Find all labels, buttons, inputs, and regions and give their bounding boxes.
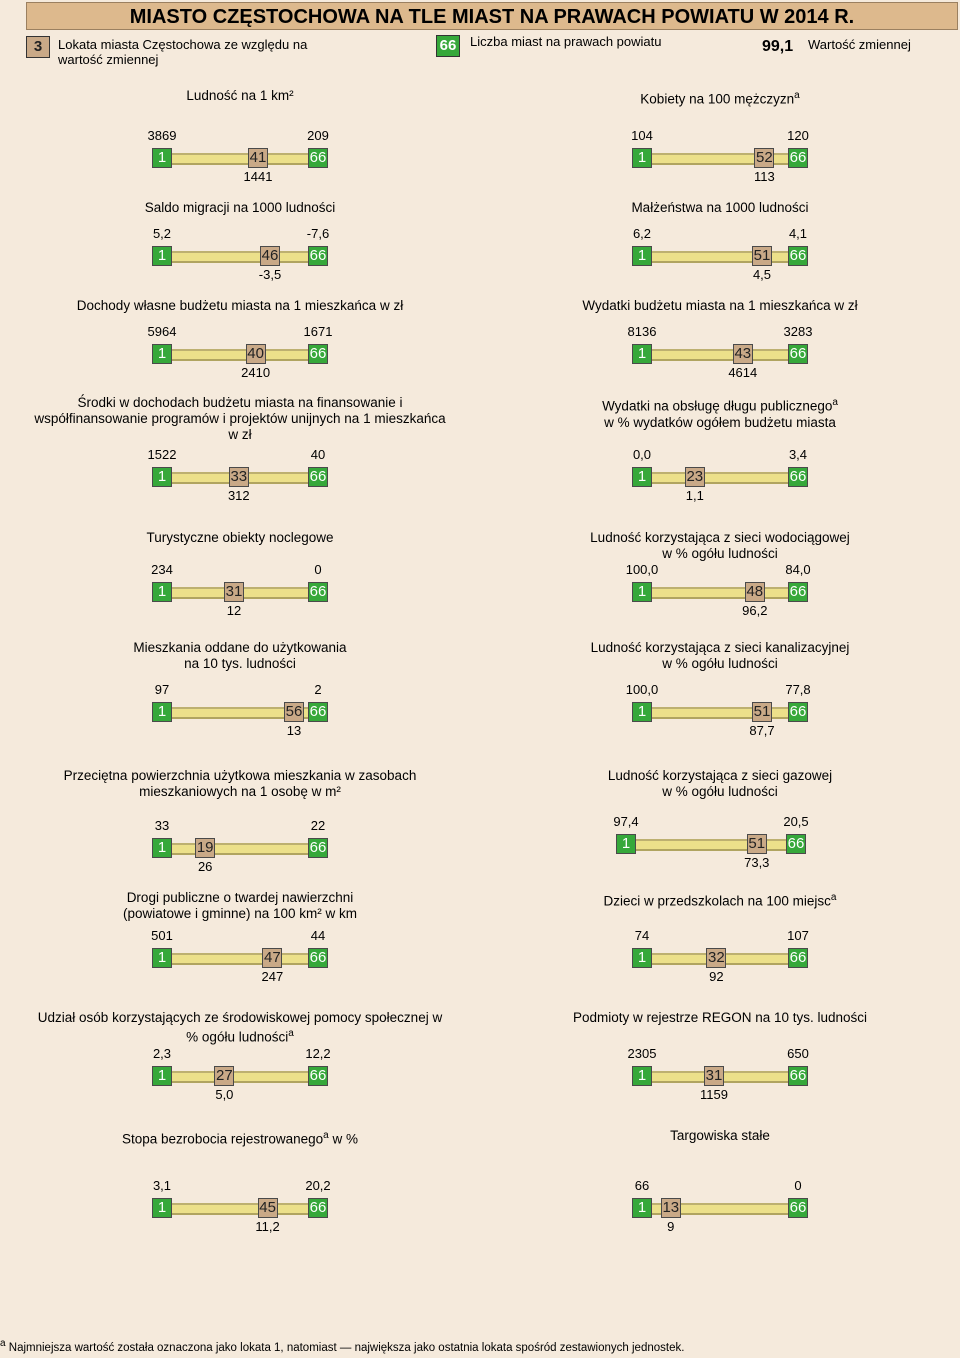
city-rank-box: 51 [748,835,766,852]
panel-title [0,1010,480,1046]
scale-bar [162,843,318,855]
panel-title [480,890,960,910]
rank-first-box: 1 [632,148,652,168]
footnote-ref: a [794,90,800,101]
scale-bar [626,839,796,851]
min-value: 501 [151,928,173,943]
panel-title [480,88,960,108]
max-value: 120 [787,128,809,143]
rank-first-box: 1 [632,948,652,968]
rank-last-box: 66 [789,949,807,966]
max-value: 0 [794,1178,802,1193]
panel-title [480,768,960,800]
city-value: -3,5 [258,267,282,282]
footnote-ref: a [830,892,837,903]
city-rank-box: 40 [247,345,264,362]
city-rank-box: 41 [249,149,267,166]
min-value: 74 [634,928,650,943]
panel-title-line1: Drogi publiczne o twardej nawierzchni [126,890,354,905]
min-value: 66 [634,1178,650,1193]
footnote-text: Najmniejsza wartość została oznaczona jako lokata 1, natomiast — największa jako ostatnia lokata spośród zestawionych jednostek. [8,1341,685,1354]
indicator-panel [0,640,480,750]
max-value: 107 [787,928,809,943]
panel-title-line2: w % ogółu ludności [662,656,778,671]
city-value: 92 [709,969,724,984]
max-value: 0 [314,562,322,577]
panel-title-line1: Wydatki budżetu miasta na 1 mieszkańca w zł [582,298,858,313]
rank-last-box: 66 [309,703,327,720]
city-rank-box: 51 [753,247,771,264]
panel-title-line2: % ogółu ludności [186,1029,289,1045]
rank-first-box: 1 [152,467,172,487]
legend-count-text: Liczba miast na prawach powiatu [470,34,662,49]
max-value: 4,1 [788,226,808,241]
rank-last-box: 66 [789,1067,807,1084]
rank-first-box: 1 [632,344,652,364]
indicator-panel [480,530,960,640]
indicator-panel [0,768,480,878]
rank-last-box: 66 [789,1199,807,1216]
max-value: 77,8 [785,682,811,697]
panel-title-line1: Ludność korzystająca z sieci wodociągowej [590,530,850,545]
max-value: 20,2 [305,1178,331,1193]
scale-bar [642,251,798,263]
rank-first-box: 1 [632,1198,652,1218]
panel-title-line1: Wydatki na obsługę długu publicznego [602,398,833,414]
panel-title [480,298,960,314]
city-rank-box: 56 [285,703,303,720]
panel-title [480,530,960,562]
footnote [0,1338,684,1354]
city-rank-box: 32 [708,949,725,966]
max-value: -7,6 [306,226,330,241]
indicator-panel [480,395,960,505]
city-value: 1159 [700,1087,728,1102]
rank-last-box: 66 [789,149,807,166]
min-value: 0,0 [632,447,652,462]
max-value: 2 [314,682,322,697]
min-value: 8136 [627,324,657,339]
min-value: 6,2 [632,226,652,241]
city-rank-box: 43 [734,345,752,362]
panel-title-line1: Mieszkania oddane do użytkowania [133,640,347,655]
panel-title [0,890,480,922]
panel-title-line1: Udział osób korzystających ze środowiskowej pomocy społecznej w [37,1010,443,1025]
city-rank-box: 47 [264,949,281,966]
scale-bar [642,707,798,719]
rank-last-box: 66 [787,835,805,852]
city-value: 9 [667,1219,675,1234]
city-rank-box: 48 [746,583,764,600]
panel-title-line1: Stopa bezrobocia rejestrowanego [122,1131,324,1147]
indicator-panel [480,640,960,750]
rank-last-box: 66 [309,247,327,264]
min-value: 234 [151,562,173,577]
panel-title-line1: Turystyczne obiekty noclegowe [146,530,334,545]
indicator-panel [0,395,480,505]
rank-last-box: 66 [789,247,807,264]
indicator-panel [0,298,480,408]
min-value: 33 [154,818,170,833]
city-value: 1,1 [685,488,704,503]
panel-title-line1: Przeciętna powierzchnia użytkowa mieszkania w zasobach [63,768,417,783]
rank-first-box: 1 [152,702,172,722]
indicator-panel [0,88,480,198]
rank-first-box: 1 [152,1066,172,1086]
scale-bar [162,1071,318,1083]
city-rank-box: 31 [705,1067,723,1084]
legend-value-text: Wartość zmiennej [808,37,911,52]
indicator-panel [480,200,960,310]
page-title: MIASTO CZĘSTOCHOWA NA TLE MIAST NA PRAWACH POWIATU W 2014 R. [26,2,958,30]
indicator-panel [0,530,480,640]
max-value: 20,5 [783,814,809,829]
city-rank-box: 51 [753,703,771,720]
city-value: 4,5 [752,267,772,282]
city-rank-box: 31 [225,583,243,600]
footnote-ref: a [288,1028,294,1039]
panel-title-line1: Targowiska stałe [670,1128,770,1143]
indicator-panel [480,1010,960,1120]
panel-title-line1: Środki w dochodach budżetu miasta na finansowanie i [77,395,403,410]
indicator-panel [480,890,960,1000]
rank-last-box: 66 [309,949,327,966]
panel-title [0,298,480,314]
indicator-panel [0,200,480,310]
city-rank-box: 52 [756,149,773,166]
city-rank-box: 27 [216,1067,233,1084]
panel-title-line1: Ludność korzystająca z sieci kanalizacyjnej [590,640,850,655]
scale-bar [162,1203,318,1215]
panel-title-line1: Saldo migracji na 1000 ludności [144,200,336,215]
scale-bar [162,349,318,361]
indicator-panel [480,298,960,408]
city-value: 26 [197,859,213,874]
panel-title [0,530,480,546]
rank-last-box: 66 [309,149,327,166]
rank-last-box: 66 [309,345,327,362]
rank-last-box: 66 [789,703,807,720]
min-value: 97,4 [613,814,639,829]
min-value: 2305 [627,1046,657,1061]
min-value: 2,3 [152,1046,172,1061]
indicator-panel [480,1128,960,1238]
city-value: 11,2 [255,1219,280,1234]
scale-bar [162,153,318,165]
min-value: 5964 [147,324,177,339]
panel-title [0,200,480,216]
legend-count-box: 66 [436,35,460,57]
city-rank-box: 45 [259,1199,276,1216]
scale-bar [642,153,798,165]
legend-rank-box: 3 [26,36,50,58]
panel-title-line1: Kobiety na 100 mężczyzn [640,91,795,107]
rank-first-box: 1 [152,344,172,364]
city-value: 312 [227,488,250,503]
max-value: 12,2 [305,1046,331,1061]
panel-title-line2: w % wydatków ogółem budżetu miasta [604,414,836,430]
max-value: 84,0 [785,562,811,577]
rank-first-box: 1 [632,246,652,266]
rank-first-box: 1 [152,838,172,858]
city-rank-box: 13 [662,1199,680,1216]
city-value: 2410 [241,365,271,380]
indicator-panel [0,890,480,1000]
rank-first-box: 1 [632,582,652,602]
rank-last-box: 66 [789,345,807,362]
indicator-panel [480,88,960,198]
city-value: 247 [261,969,284,984]
city-value: 5,0 [215,1087,234,1102]
rank-last-box: 66 [309,839,327,856]
city-value: 1441 [243,169,273,184]
max-value: 44 [310,928,326,943]
panel-title [480,1128,960,1144]
rank-first-box: 1 [632,467,652,487]
min-value: 104 [631,128,653,143]
rank-last-box: 66 [789,468,807,485]
rank-first-box: 1 [152,148,172,168]
panel-title-line2: współfinansowanie programów i projektów unijnych na 1 mieszkańca [34,411,446,426]
max-value: 3283 [783,324,813,339]
legend-value: 99,1 [762,38,794,55]
min-value: 3869 [147,128,177,143]
rank-last-box: 66 [309,468,327,485]
panel-title [0,768,480,800]
panel-title-line1: Dzieci w przedszkolach na 100 miejsc [603,893,831,909]
min-value: 100,0 [625,562,659,577]
panel-title-line3: w zł [228,427,252,442]
panel-title-line2: w % ogółu ludności [662,784,778,799]
panel-title-line2: w % ogółu ludności [662,546,778,561]
city-value: 87,7 [749,723,775,738]
rank-last-box: 66 [309,1067,327,1084]
city-value: 73,3 [744,855,770,870]
footnote-mark: a [0,1338,6,1349]
rank-first-box: 1 [152,582,172,602]
rank-last-box: 66 [309,583,327,600]
indicator-panel [0,1010,480,1120]
panel-title-suffix: w % [328,1131,358,1147]
max-value: 209 [307,128,329,143]
min-value: 100,0 [625,682,659,697]
panel-title-line2: mieszkaniowych na 1 osobę w m² [139,784,341,799]
panel-title-line1: Podmioty w rejestrze REGON na 10 tys. ludności [572,1010,868,1025]
rank-last-box: 66 [309,1199,327,1216]
city-value: 113 [754,169,775,184]
min-value: 5,2 [152,226,172,241]
max-value: 3,4 [788,447,808,462]
panel-title-line2: na 10 tys. ludności [184,656,296,671]
scale-bar [162,251,318,263]
scale-bar [642,349,798,361]
min-value: 97 [154,682,170,697]
panel-title [0,640,480,672]
rank-first-box: 1 [632,1066,652,1086]
panel-title-line1: Małżeństwa na 1000 ludności [631,200,809,215]
max-value: 40 [310,447,326,462]
city-rank-box: 19 [196,839,214,856]
city-rank-box: 23 [686,468,704,485]
city-value: 4614 [728,365,758,380]
min-value: 1522 [147,447,177,462]
max-value: 1671 [303,324,333,339]
city-value: 12 [226,603,242,618]
scale-bar [642,587,798,599]
panel-title-line1: Dochody własne budżetu miasta na 1 mieszkańca w zł [76,298,404,313]
max-value: 650 [787,1046,809,1061]
rank-first-box: 1 [632,702,652,722]
panel-title-line1: Ludność na 1 km² [186,88,294,103]
scale-bar [642,472,798,484]
city-value: 13 [286,723,302,738]
min-value: 3,1 [152,1178,172,1193]
indicator-panel [480,768,960,878]
panel-title [0,395,480,443]
footnote-ref: a [323,1130,329,1141]
panel-title [480,640,960,672]
rank-first-box: 1 [152,1198,172,1218]
panel-title-line2: (powiatowe i gminne) na 100 km² w km [122,906,358,921]
city-rank-box: 46 [261,247,279,264]
rank-first-box: 1 [152,948,172,968]
rank-first-box: 1 [152,246,172,266]
footnote-ref: a [832,397,838,408]
panel-title [480,200,960,216]
panel-title [0,1128,480,1148]
rank-first-box: 1 [616,834,636,854]
city-rank-box: 33 [230,468,248,485]
city-value: 96,2 [742,603,768,618]
rank-last-box: 66 [789,583,807,600]
scale-bar [162,953,318,965]
legend-rank-text: Lokata miasta Częstochowa ze względu na wartość zmiennej [58,37,308,67]
max-value: 22 [310,818,326,833]
indicator-panel [0,1128,480,1238]
panel-title [0,88,480,104]
panel-title [480,395,960,431]
panel-title-line1: Ludność korzystająca z sieci gazowej [607,768,833,783]
panel-title [480,1010,960,1026]
